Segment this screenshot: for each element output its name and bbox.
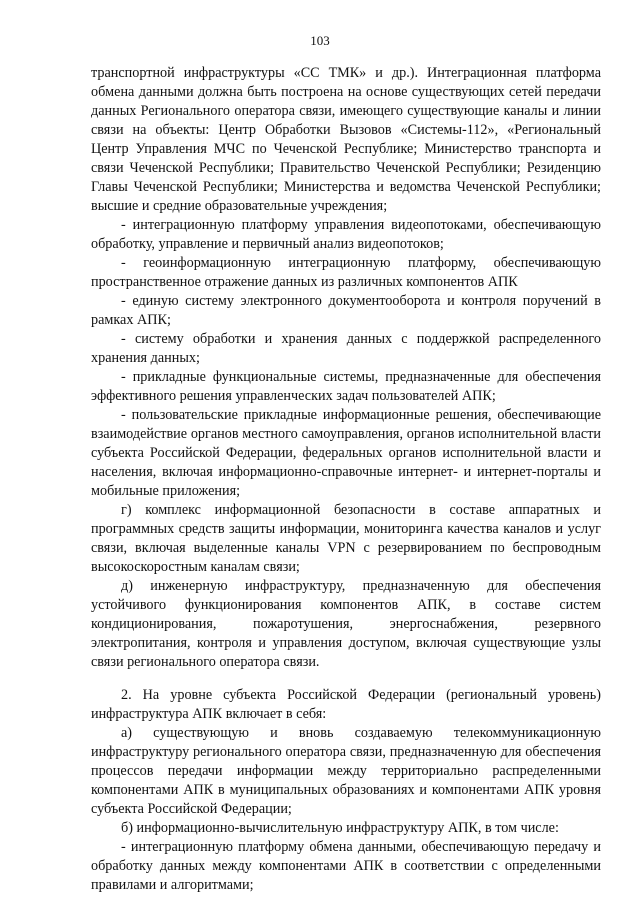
list-item: - интеграционную платформу управления видеопотоками, обеспечивающую обработку, управление и первичный анализ видеопотоков; [91, 217, 601, 252]
paragraph: г) комплекс информационной безопасности в составе аппаратных и программных средств защиты информации, мониторинга качества каналов и услуг связи, включая выделенные каналы VPN с резервированием по беспроводным высокоскоростным каналам связи; [91, 502, 601, 575]
list-item: - единую систему электронного документооборота и контроля поручений в рамках АПК; [91, 293, 601, 328]
paragraph: б) информационно-вычислительную инфраструктуру АПК, в том числе: [121, 820, 559, 836]
document-body [91, 64, 601, 895]
list-item: - пользовательские прикладные информационные решения, обеспечивающие взаимодействие органов местного самоуправления, органов исполнительной власти субъекта Российской Федерации, федеральных органов исполнительной власти и населения, включая информационно-справочные интернет- и интернет-порталы и мобильные приложения; [91, 407, 601, 499]
paragraph: д) инженерную инфраструктуру, предназначенную для обеспечения устойчивого функционирования компонентов АПК, в составе систем кондиционирования, пожаротушения, энергоснабжения, резервного электропитания, контроля и управления доступом, включая существующие узлы связи регионального оператора связи. [91, 578, 601, 670]
paragraph: транспортной инфраструктуры «СС ТМК» и др.). Интеграционная платформа обмена данными должна быть построена на основе существующих сетей передачи данных Регионального оператора связи, имеющего существующие каналы и линии связи на объекты: Центр Обработки Вызовов «Системы-112», «Региональный Центр Управления МЧС по Чеченской Республике; Министерство транспорта и связи Чеченской Республики; Правительство Чеченской Республики; Резиденцию Главы Чеченской Республики; Министерства и ведомства Чеченской Республики; высшие и средние образовательные учреждения; [91, 65, 601, 214]
section-heading-paragraph: 2. На уровне субъекта Российской Федерации (региональный уровень) инфраструктура АПК включает в себя: [91, 687, 601, 722]
list-item: - геоинформационную интеграционную платформу, обеспечивающую пространственное отражение данных из различных компонентов АПК [91, 255, 601, 290]
page-number: 103 [310, 33, 330, 48]
list-item: - прикладные функциональные системы, предназначенные для обеспечения эффективного решения управленческих задач пользователей АПК; [91, 369, 601, 404]
list-item: - интеграционную платформу обмена данными, обеспечивающую передачу и обработку данных между компонентами АПК в соответствии с определенными правилами и алгоритмами; [91, 839, 601, 893]
paragraph: а) существующую и вновь создаваемую телекоммуникационную инфраструктуру регионального оператора связи, предназначенную для обеспечения процессов передачи информации между территориально распределенными компонентами АПК в муниципальных образованиях и компонентами АПК уровня субъекта Российской Федерации; [91, 725, 601, 817]
list-item: - систему обработки и хранения данных с поддержкой распределенного хранения данных; [91, 331, 601, 366]
